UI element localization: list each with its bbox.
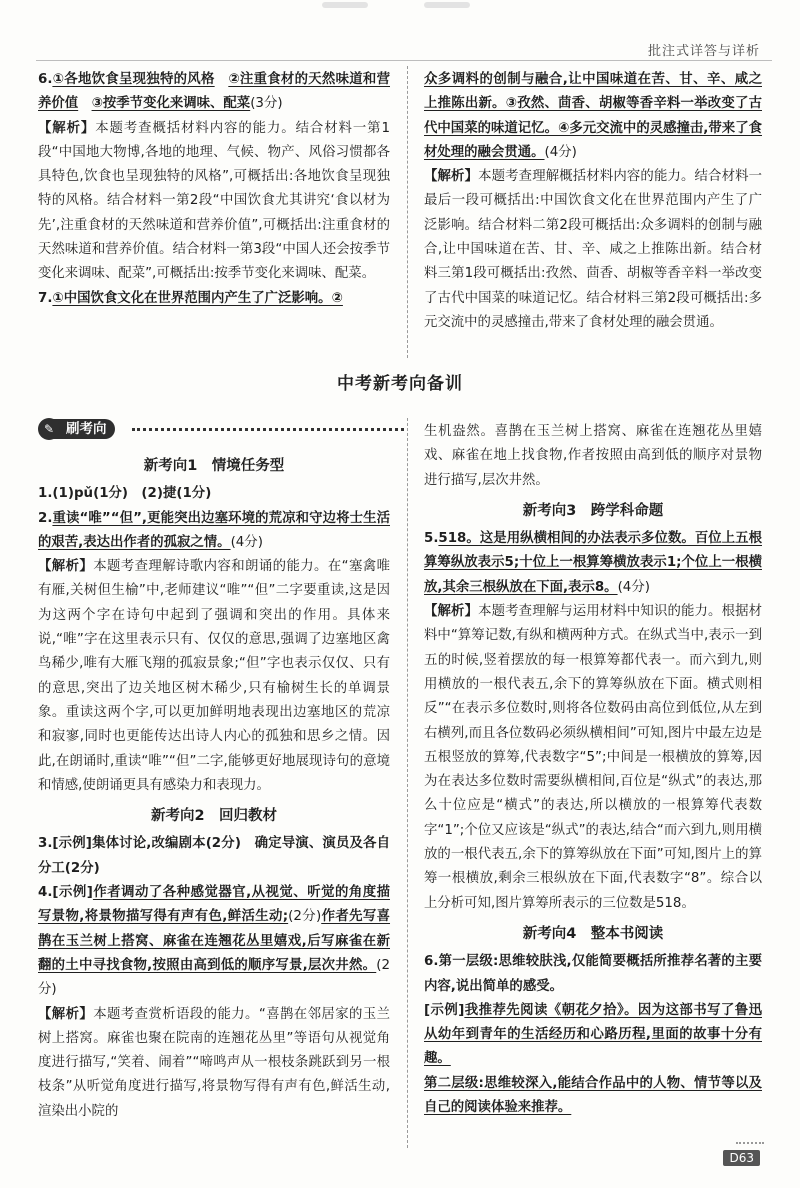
header-rule <box>36 60 772 61</box>
q2-score: (4分) <box>230 534 263 550</box>
q6-answer-a: ①各地饮食呈现独特的风格 <box>52 72 215 87</box>
header-tag: 批注式详答与详析 <box>647 44 760 59</box>
badge-label: 刷考向 <box>52 419 115 439</box>
q6b-level2 <box>424 1072 762 1121</box>
q4-answer <box>38 881 390 1002</box>
column-divider-top <box>407 66 408 358</box>
q4-explanation-cont <box>424 420 762 493</box>
top-right-column <box>424 68 762 335</box>
bottom-left-column <box>38 448 390 1124</box>
q5-answer-text: 518。这是用纵横相间的办法表示多位数。百位上五根算筹纵放表示5;十位上一根算筹横放表示1;个位上一根横放,其余三根纵放在下面,表示8。 <box>424 531 762 595</box>
q4-explanation-text: 本题考查赏析语段的能力。“喜鹊在邻居家的玉兰树上搭窝。麻雀也聚在院南的连翘花丛里”等语句从视觉角度进行描写,“笑着、闹着”“啼鸣声从一根枝条跳跃到另一根枝条”从听觉角度进行描写,将景物写得有声有色,鲜活生动,渲染出小院的 <box>38 1006 391 1119</box>
practice-badge <box>38 418 406 442</box>
q7-answer-start <box>38 287 390 311</box>
q1-text: (1)pǔ(1分) (2)捷(1分) <box>52 486 212 502</box>
q6b-level2-text: 第二层级:思维较深入,能结合作品中的人物、情节等以及自己的阅读体验来推荐。 <box>424 1075 762 1116</box>
column-divider-bottom <box>407 418 408 1148</box>
q4-answer-b: 作者先写喜鹊在玉兰树上搭窝、麻雀在连翘花丛里嬉戏,后写麻雀在新翻的土中寻找食物,按照由高到低的顺序写景,层次井然。 <box>38 909 391 973</box>
q6b-level1-text: 第一层级:思维较肤浅,仅能简要概括所推荐名著的主要内容,说出简单的感受。 <box>424 954 762 994</box>
analysis-tag: 【解析】 <box>424 169 479 185</box>
q6-answer-b: ②注重食材的天然味道和营养价值 <box>38 72 390 112</box>
q7-explanation <box>424 165 762 335</box>
top-left-column <box>38 68 390 311</box>
q6b-level1 <box>424 950 762 999</box>
q5-score: (4分) <box>617 579 650 595</box>
q3-number: 3. <box>38 836 53 852</box>
corner-dots <box>736 1142 764 1144</box>
bottom-right-column <box>424 420 762 1120</box>
example-tag: [示例] <box>52 836 92 852</box>
analysis-tag: 【解析】 <box>38 559 94 575</box>
q6-number: 6. <box>38 72 53 87</box>
q6-score: (3分) <box>250 96 283 112</box>
q1-number: 1. <box>38 486 53 502</box>
q6b-example-text: 我推荐先阅读《朝花夕拾》。因为这部书写了鲁迅从幼年到青年的生活经历和心路历程,里面的故事十分有趣。 <box>424 1002 762 1067</box>
q2-explanation <box>38 555 390 798</box>
topic-4-title: 新考向4 整本书阅读 <box>522 925 664 942</box>
q6-explanation <box>38 117 390 287</box>
q6b-example <box>424 999 762 1072</box>
q5-answer <box>424 527 762 600</box>
q7-answer-cont-text: 众多调料的创制与融合,让中国味道在苦、甘、辛、咸之上推陈出新。③孜然、茴香、胡椒等香辛料一举改变了古代中国菜的味道记忆。④多元交流中的灵感撞击,带来了食材处理的融会贯通。 <box>424 72 762 160</box>
q7-score: (4分) <box>544 144 577 160</box>
q7-answer-cont <box>424 68 762 165</box>
q2-answer <box>38 507 390 556</box>
example-tag: [示例] <box>424 1002 465 1018</box>
q6-answer <box>38 68 390 117</box>
top-scan-strip <box>0 0 800 12</box>
q4-score-b: (2分) <box>38 957 390 998</box>
analysis-tag: 【解析】 <box>38 1006 94 1022</box>
q4-explanation-cont-text: 生机盎然。喜鹊在玉兰树上搭窝、麻雀在连翘花丛里嬉戏、麻雀在地上找食物,作者按照由高到低的顺序对景物进行描写,层次井然。 <box>424 424 762 488</box>
q5-number: 5. <box>424 531 439 547</box>
q4-score-a: (2分) <box>288 909 322 925</box>
topic-2-title: 新考向2 回归教材 <box>150 808 278 825</box>
q4-answer-a: 作者调动了各种感觉器官,从视觉、听觉的角度描写景物,将景物描写得有声有色,鲜活生动; <box>38 885 390 925</box>
q6b-number: 6. <box>424 954 439 970</box>
q6-explanation-text: 本题考查概括材料内容的能力。结合材料一第1段“中国地大物博,各地的地理、气候、物产、风俗习惯都各具特色,饮食也呈现独特的风格”,可概括出:各地饮食呈现独特的风格。结合材料一第2段“中国饮食尤其讲究‘食以材为先’,注重食材的天然味道和营养价值”,可概括出:注重食材的天然味道和营养价值。结合材料一第3段“中国人还会按季节变化来调味、配菜”,可概括出:按季节变化来调味、配菜。 <box>38 120 390 282</box>
section-title: 中考新考向备训 <box>337 374 463 394</box>
analysis-tag: 【解析】 <box>38 120 96 136</box>
example-tag: [示例] <box>52 885 93 901</box>
q2-explanation-text: 本题考查理解诗歌内容和朗诵的能力。在“塞禽唯有雁,关树但生榆”中,老师建议“唯”“但”二字要重读,这是因为这两个字在诗句中起到了强调和突出的作用。具体来说,“唯”字在这里表示只有、仅仅的意思,强调了边塞地区禽鸟稀少,唯有大雁飞翔的孤寂景象;“但”字也表示仅仅、只有的意思,突出了边关地区树木稀少,只有榆树生长的单调景象。重读这两个字,可以更加鲜明地表现出边塞地区的荒凉和寂寥,同时也更能传达出诗人内心的孤独和思乡之情。因此,在朗诵时,重读“唯”“但”二字,能够更好地展现诗句的意境和情感,使朗诵更具有感染力和表现力。 <box>38 559 391 793</box>
q3-answer-text: 集体讨论,改编剧本(2分) 确定导演、演员及各自分工(2分) <box>38 836 390 876</box>
topic-1-title: 新考向1 情境任务型 <box>143 458 285 474</box>
q7-number: 7. <box>38 290 53 306</box>
q4-number: 4. <box>38 885 53 901</box>
brush-icon: ✎ <box>38 418 60 440</box>
q2-number: 2. <box>38 510 53 526</box>
q5-explanation-text: 本题考查理解与运用材料中知识的能力。根据材料中“算筹记数,有纵和横两种方式。在纵式当中,表示一到五的时候,竖着摆放的每一根算筹都代表一。而六到九,则用横放的一根代表五,余下的算筹纵放在下面。横式则相反”“在表示多位数时,则将各位数码由高位到低位,从左到右横列,而且各位数码必须纵横相间”可知,图片中最左边是五根竖放的算筹,代表数字“5”;中间是一根横放的算筹,因为在表达多位数时需要纵横相间,百位是“纵式”的表达,那么十位应是“横式”的表达,所以横放的一根算筹代表数字“1”;个位又应该是“纵式”的表达,结合“而六到九,则用横放的一根代表五,余下的算筹纵放在下面”可知,图片上的算筹一根横放,剩余三根纵放在下面,代表数字“8”。综合以上分析可知,图片算筹所表示的三位数是518。 <box>424 604 763 911</box>
badge-dotted-line <box>132 428 404 431</box>
q3-answer <box>38 832 390 881</box>
q5-explanation <box>424 600 762 916</box>
q7-answer-a: ①中国饮食文化在世界范围内产生了广泛影响。② <box>52 290 343 306</box>
q1-answer <box>38 482 390 506</box>
topic-3-title: 新考向3 跨学科命题 <box>522 502 664 519</box>
q2-answer-text: 重读“唯”“但”,更能突出边塞环境的荒凉和守边将士生活的艰苦,表达出作者的孤寂之情。 <box>38 510 390 550</box>
q4-explanation <box>38 1003 390 1124</box>
analysis-tag: 【解析】 <box>424 604 479 620</box>
page-number: D63 <box>723 1150 760 1166</box>
q6-answer-c: ③按季节变化来调味、配菜 <box>91 96 251 112</box>
q7-explanation-text: 本题考查理解概括材料内容的能力。结合材料一最后一段可概括出:中国饮食文化在世界范围内产生了广泛影响。结合材料二第2段可概括出:众多调料的创制与融合,让中国味道在苦、甘、辛、咸之上推陈出新。结合材料三第1段可概括出:孜然、茴香、胡椒等香辛料一举改变了古代中国菜的味道记忆。结合材料三第2段可概括出:多元交流中的灵感撞击,带来了食材处理的融会贯通。 <box>424 169 763 330</box>
